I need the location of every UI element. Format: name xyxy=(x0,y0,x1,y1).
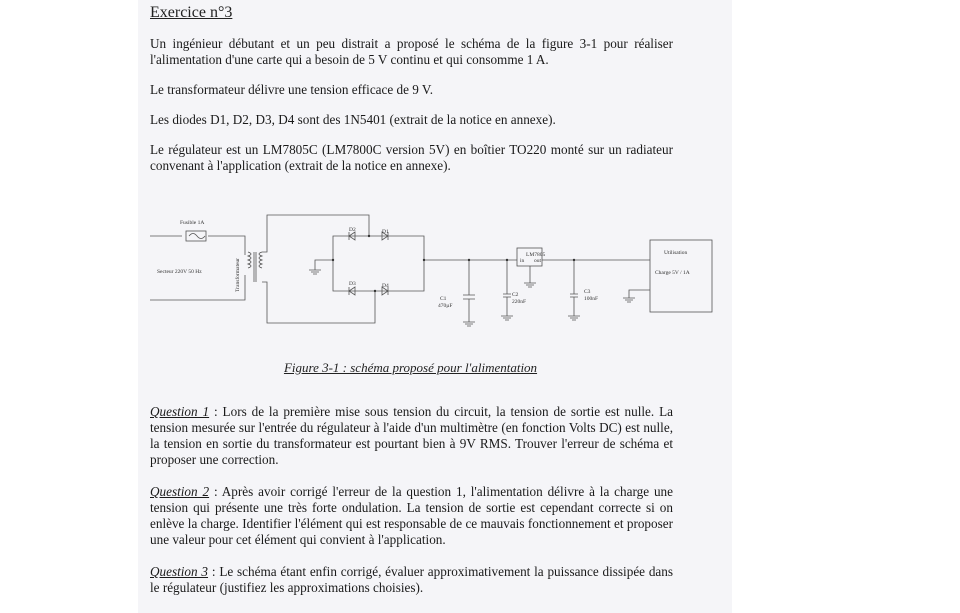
question-text: : Le schéma étant enfin corrigé, évaluer approximativement la puissance dissipée dans le régulateur (justifiez les approximations choisies). xyxy=(150,564,674,595)
c3-value: 100nF xyxy=(584,296,599,302)
paragraph: Le transformateur délivre une tension efficace de 9 V. xyxy=(150,82,434,97)
transformer-coils-icon xyxy=(248,252,262,268)
paragraph: Les diodes D1, D2, D3, D4 sont des 1N5401 (extrait de la notice en annexe). xyxy=(150,112,556,127)
load-title: Utilisation xyxy=(664,250,688,256)
question-label: Question 1 xyxy=(150,404,210,419)
regulator-in: in xyxy=(520,258,525,264)
regulator-out: out xyxy=(534,258,542,264)
fuse-label: Fusible 1A xyxy=(180,220,205,226)
question-text: : Lors de la première mise sous tension du circuit, la tension de sortie est nulle. La tension mesurée sur l'entrée du régulateur à l'aide d'un multimètre (en fonction Volts DC) est nulle, la tension en sortie du transformateur est pourtant bien à 9V RMS. Trouver l'erreur de schéma et proposer une correction. xyxy=(150,404,673,467)
question-text: : Après avoir corrigé l'erreur de la question 1, l'alimentation délivre à la charge une tension qui présente une très forte ondulation. La tension de sortie est cependant correcte si on enlève la charge. Identifier l'élément qui est responsable de ce mauvais fonctionnement et proposer une valeur pour cet élément qui convient à l'application. xyxy=(150,484,673,547)
c3-label: C3 xyxy=(584,289,591,295)
c2-value: 220nF xyxy=(512,299,527,305)
d3-label: D3 xyxy=(349,281,356,287)
mains-label: Secteur 220V 50 Hz xyxy=(157,269,202,275)
question-1 xyxy=(150,404,673,468)
d4-label: D4 xyxy=(382,283,389,289)
load-label: Charge 5V / 1A xyxy=(655,270,690,276)
question-label: Question 2 xyxy=(150,484,210,499)
c1-value: 470µF xyxy=(438,303,453,309)
c2-label: C2 xyxy=(512,292,519,298)
document-page xyxy=(138,0,732,613)
paragraph: Le régulateur est un LM7805C (LM7800C version 5V) en boîtier TO220 monté sur un radiateur convenant à l'application (extrait de la notice en annexe). xyxy=(150,142,673,173)
circuit-diagram xyxy=(138,205,732,340)
exercise-title: Exercice n°3 xyxy=(150,4,233,21)
fuse-wave xyxy=(189,234,205,239)
c1-label: C1 xyxy=(440,296,447,302)
d2-label: D2 xyxy=(349,227,356,233)
question-2 xyxy=(150,484,673,548)
question-label: Question 3 xyxy=(150,564,209,579)
figure-caption: Figure 3-1 : schéma proposé pour l'alimentation xyxy=(283,360,538,375)
question-3 xyxy=(150,564,673,596)
d1-label: D1 xyxy=(382,229,389,235)
transformer-label: Transformateur xyxy=(235,257,241,292)
paragraph: Un ingénieur débutant et un peu distrait a proposé le schéma de la figure 3-1 pour réaliser l'alimentation d'une carte qui a besoin de 5 V continu et qui consomme 1 A. xyxy=(150,36,673,67)
regulator-label: LM7805 xyxy=(526,252,546,258)
